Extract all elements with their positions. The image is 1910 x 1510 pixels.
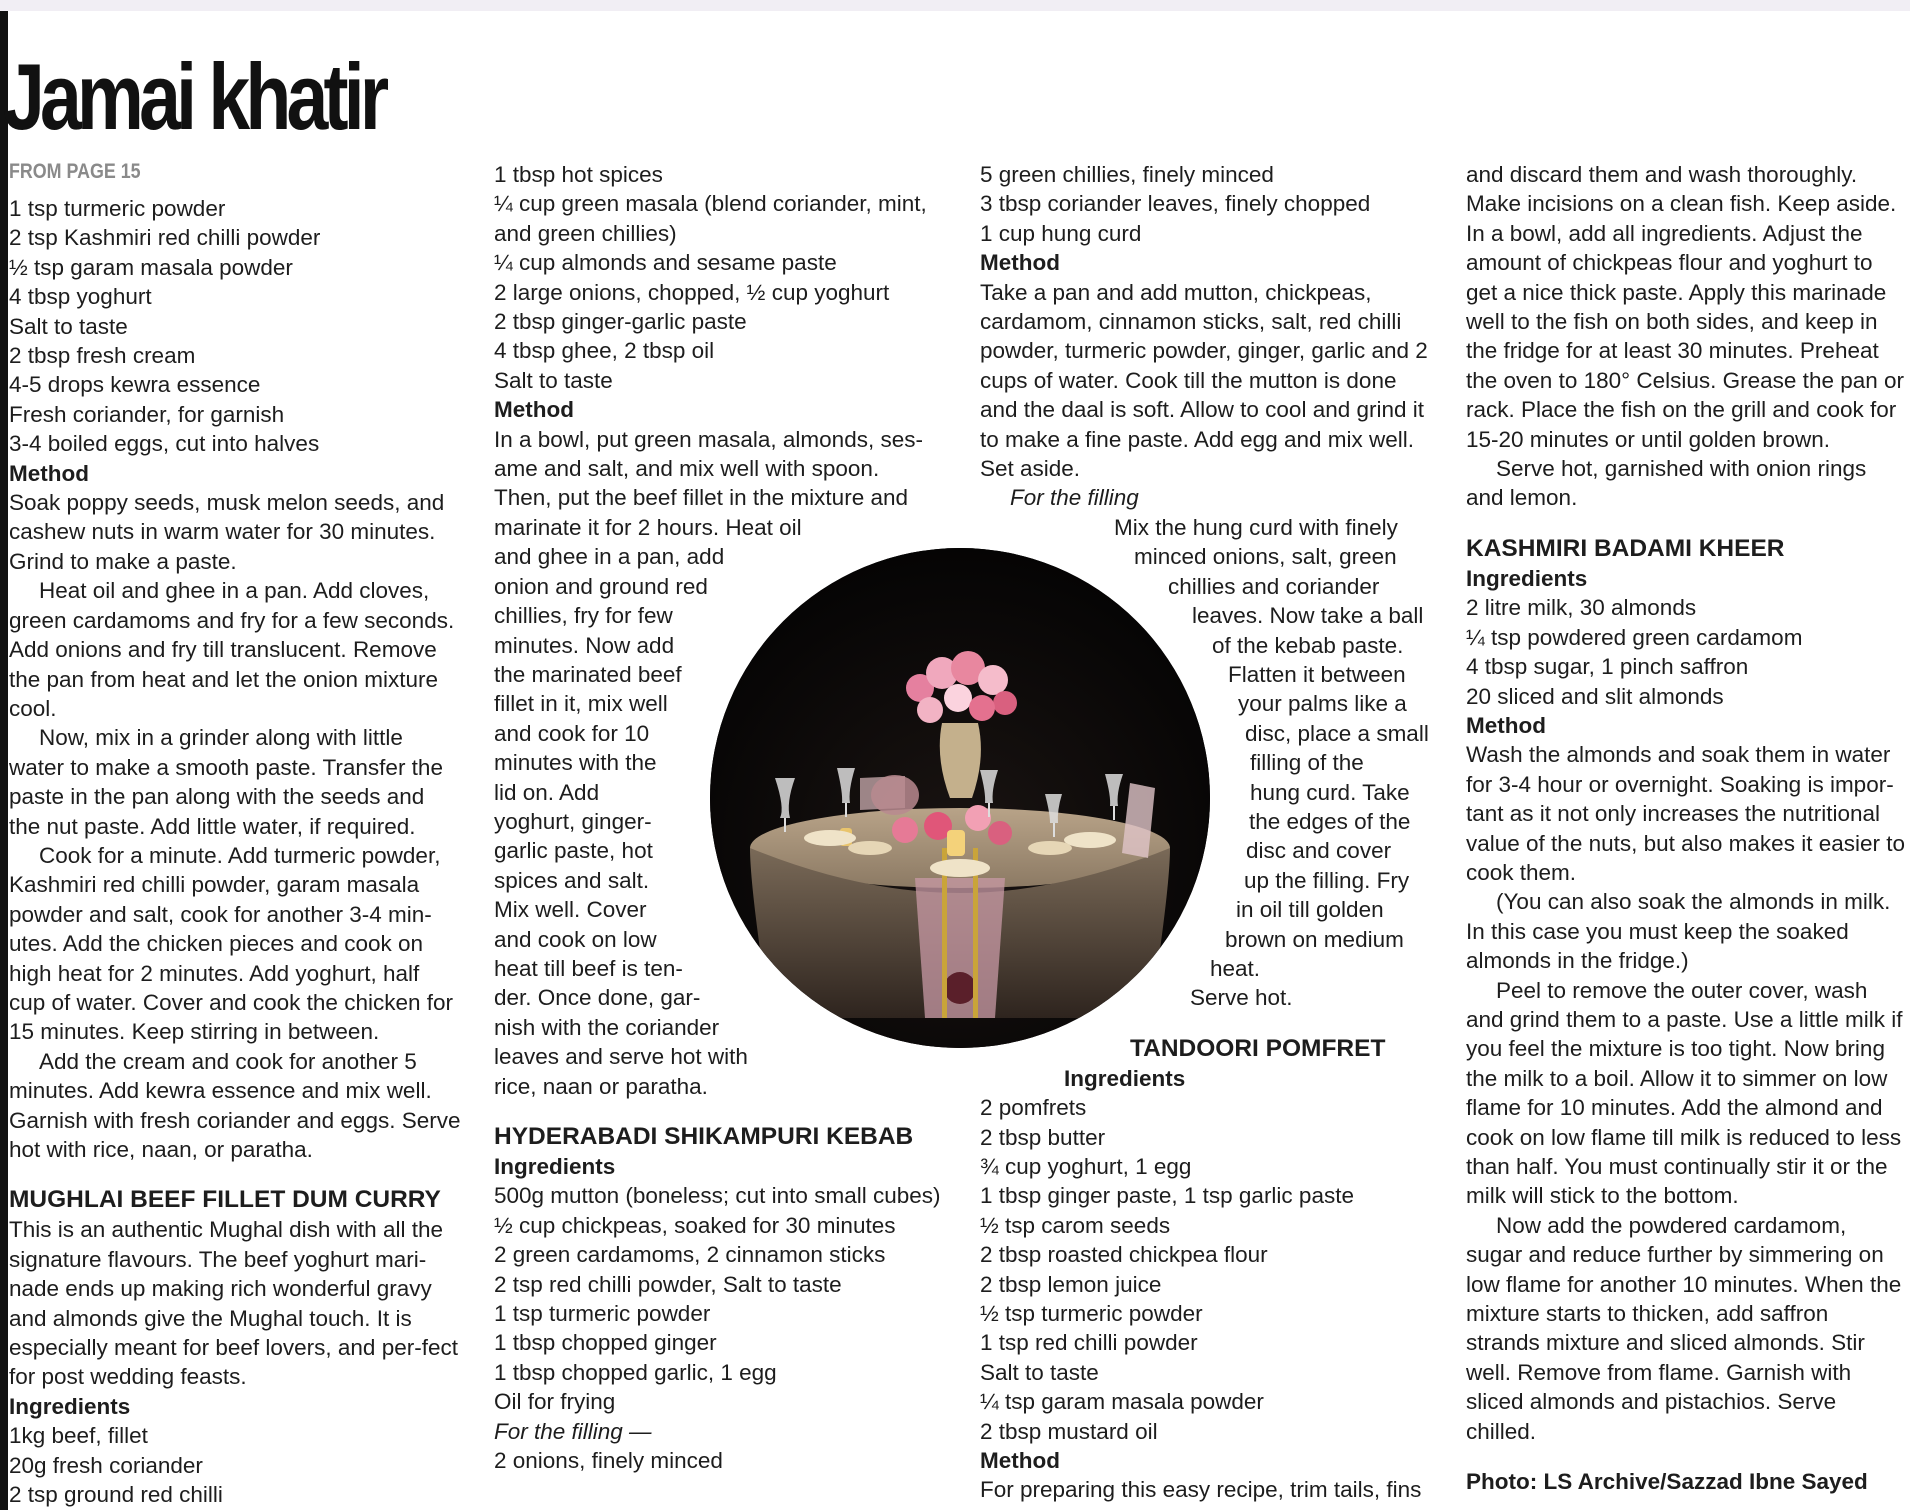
ingredient-line: Oil for frying (494, 1389, 616, 1415)
ingredient-line: 4 tbsp ghee, 2 tbsp oil (494, 338, 715, 364)
method-heading: Method (980, 250, 1060, 276)
method-line: Then, put the beef fillet in the mixture and (494, 485, 908, 511)
ingredient-line: 2 tsp red chilli powder, Salt to taste (494, 1271, 842, 1297)
ingredient-line: 1 tbsp chopped garlic, 1 egg (494, 1359, 777, 1385)
method-line: and cook on low (494, 926, 657, 952)
ingredient-line: 2 tbsp roasted chickpea flour (980, 1242, 1268, 1268)
ingredient-line: ¼ cup almonds and sesame paste (494, 250, 837, 276)
ingredient-line: ½ cup chickpeas, soaked for 30 minutes (494, 1212, 896, 1238)
ingredient-line: 2 tbsp ginger-garlic paste (494, 309, 747, 335)
ingredient-line: 1 tbsp hot spices (494, 162, 663, 187)
column-4 (1466, 160, 1906, 1496)
method-line: and cook for 10 (494, 720, 650, 746)
method-heading: Method (494, 397, 574, 423)
ingredient-line: 2 tbsp mustard oil (980, 1418, 1158, 1444)
method-line: heat till beef is ten- (494, 955, 683, 981)
ingredient-line: 20 sliced and slit almonds (1466, 683, 1724, 709)
ingredient-line: 2 onions, finely minced (494, 1448, 723, 1474)
method-heading: Method (9, 460, 89, 486)
recipe-title-mughlai-beef: MUGHLAI BEEF FILLET DUM CURRY (9, 1186, 441, 1214)
ingredient-line: 1kg beef, fillet (9, 1423, 148, 1449)
ingredient-line: 3-4 boiled eggs, cut into halves (9, 431, 320, 457)
recipe-intro: This is an authentic Mughal dish with all the signature flavours. The beef yoghurt mari-nade ends up making rich wonderful gravy and almonds give the Mughal touch. It is especially meant for beef lovers, and per-fect for post wedding feasts. (9, 1217, 458, 1390)
ingredient-line: 2 green cardamoms, 2 cinnamon sticks (494, 1242, 886, 1268)
method-line: rice, naan or paratha. (494, 1073, 708, 1099)
filling-label: For the filling — (494, 1418, 652, 1444)
filling-line: minced onions, salt, green (1134, 544, 1397, 570)
method-line: nish with the coriander (494, 1014, 720, 1040)
method-paragraph: Now add the powdered cardamom, sugar and reduce further by simmering on low flame for another 10 minutes. When the mixture starts to thicken, add saffron strands mixture and sliced almonds. Stir well. Remove from flame. Garnish with sliced almonds and pistachios. Serve chilled. (1466, 1212, 1902, 1444)
ingredient-line: ½ tsp turmeric powder (980, 1301, 1203, 1327)
method-heading: Method (980, 1448, 1060, 1474)
ingredient-line: ¼ cup green masala (blend coriander, mint, and green chillies) (494, 191, 927, 246)
dining-table-photo (710, 548, 1210, 1048)
ingredient-line: 4 tbsp sugar, 1 pinch saffron (1466, 654, 1749, 680)
ingredient-line: ¾ cup yoghurt, 1 egg (980, 1154, 1192, 1179)
ingredients-heading: Ingredients (494, 1154, 616, 1179)
method-line: fillet in it, mix well (494, 691, 668, 717)
ingredient-line: 500g mutton (boneless; cut into small cubes) (494, 1183, 941, 1209)
recipe-title-tandoori-pomfret: TANDOORI POMFRET (1130, 1034, 1386, 1062)
ingredient-line: 2 tsp Kashmiri red chilli powder (9, 225, 321, 251)
ingredient-line: ¼ tsp powdered green cardamom (1466, 624, 1803, 650)
left-page-edge (0, 11, 8, 1510)
method-line: In a bowl, put green masala, almonds, ses- (494, 426, 923, 452)
method-line: onion and ground red (494, 573, 708, 599)
filling-line: the edges of the (1249, 808, 1411, 834)
top-border (0, 0, 1910, 11)
recipe-title-badami-kheer: KASHMIRI BADAMI KHEER (1466, 534, 1785, 562)
filling-line: of the kebab paste. (1212, 632, 1404, 658)
method-line: minutes with the (494, 750, 657, 776)
method-line: lid on. Add (494, 779, 600, 805)
ingredient-line: ½ tsp garam masala powder (9, 254, 293, 280)
method-line: garlic paste, hot (494, 838, 653, 864)
method-line: yoghurt, ginger- (494, 808, 652, 834)
from-page-label: FROM PAGE 15 (9, 160, 141, 183)
method-paragraph: Heat oil and ghee in a pan. Add cloves, green cardamoms and fry for a few seconds. Add onions and fry till translucent. Remove the pan from heat and let the onion mixture cool. (9, 578, 455, 721)
filling-line: filling of the (1250, 750, 1364, 776)
filling-line: Flatten it between (1228, 661, 1406, 687)
method-paragraph: Wash the almonds and soak them in water for 3-4 hour or overnight. Soaking is impor-tant as it not only increases the nutritional value of the nuts, but also makes it easier to cook them. (1466, 742, 1905, 885)
filling-line: disc and cover (1246, 838, 1392, 864)
ingredient-line: Salt to taste (980, 1359, 1099, 1385)
method-line: minutes. Now add (494, 632, 675, 658)
method-line: and ghee in a pan, add (494, 544, 725, 570)
page-title: Jamai khatir (3, 44, 385, 149)
ingredient-line: 1 tsp turmeric powder (494, 1301, 711, 1327)
filling-line: Mix the hung curd with finely (1114, 514, 1398, 540)
ingredient-line: 2 litre milk, 30 almonds (1466, 595, 1697, 621)
ingredient-line: 2 pomfrets (980, 1095, 1087, 1121)
ingredient-line: Fresh coriander, for garnish (9, 401, 285, 427)
method-line: ame and salt, and mix well with spoon. (494, 456, 880, 482)
ingredient-line: Salt to taste (9, 313, 128, 339)
method-line: the marinated beef (494, 661, 682, 687)
ingredient-line: 2 tbsp lemon juice (980, 1271, 1162, 1297)
method-paragraph: For preparing this easy recipe, trim tails, fins (980, 1477, 1422, 1503)
method-paragraph: Peel to remove the outer cover, wash and grind them to a paste. Use a little milk if you feel the mixture is too tight. Now bring the milk to a boil. Allow it to simmer on low flame for 10 minutes. Add the almond and cook on low flame till milk is reduced to less than half. You must continually stir it or the milk will stick to the bottom. (1466, 977, 1903, 1209)
method-paragraph: Soak poppy seeds, musk melon seeds, and cashew nuts in warm water for 30 minutes. Grind to make a paste. (9, 490, 445, 574)
ingredient-line: 1 cup hung curd (980, 220, 1142, 246)
method-paragraph: Cook for a minute. Add turmeric powder, Kashmiri red chilli powder, garam masala powder and salt, cook for another 3-4 min-utes. Add the chicken pieces and cook on high heat for 2 minutes. Add yoghurt, half cup of water. Cover and cook the chicken for 15 minutes. Keep stirring in between. (9, 842, 453, 1045)
dining-table-illustration (710, 548, 1210, 1048)
ingredient-line: ¼ tsp garam masala powder (980, 1389, 1264, 1415)
method-heading: Method (1466, 712, 1546, 738)
ingredients-heading: Ingredients (1466, 565, 1588, 591)
filling-line: up the filling. Fry (1244, 867, 1410, 893)
method-paragraph: Add the cream and cook for another 5 minutes. Add kewra essence and mix well. Garnish with fresh coriander and eggs. Serve hot with rice, naan, or paratha. (9, 1048, 461, 1162)
ingredient-list (9, 194, 461, 459)
ingredient-line: 5 green chillies, finely minced (980, 162, 1274, 187)
filling-line: in oil till golden (1236, 897, 1384, 923)
ingredient-line: 1 tbsp chopped ginger (494, 1330, 717, 1356)
photo-credit: Photo: LS Archive/Sazzad Ibne Sayed (1466, 1469, 1868, 1495)
ingredient-line: 2 tsp ground red chilli (9, 1482, 223, 1508)
column-1 (9, 194, 461, 1509)
method-paragraph: Now, mix in a grinder along with little water to make a smooth paste. Transfer the paste in the pan along with the seeds and the nut paste. Add little water, if required. (9, 725, 443, 839)
ingredient-line: 4-5 drops kewra essence (9, 372, 261, 398)
method-line: spices and salt. (494, 867, 650, 893)
method-line: der. Once done, gar- (494, 985, 701, 1011)
ingredient-line: Salt to taste (494, 367, 613, 393)
ingredient-line: 4 tbsp yoghurt (9, 284, 152, 310)
filling-line: disc, place a small (1245, 720, 1429, 746)
ingredient-line: 20g fresh coriander (9, 1452, 203, 1478)
method-line: marinate it for 2 hours. Heat oil (494, 514, 802, 540)
method-line: chillies, fry for few (494, 603, 673, 629)
ingredient-line: 2 large onions, chopped, ½ cup yoghurt (494, 279, 890, 305)
filling-line: hung curd. Take (1250, 779, 1410, 805)
method-line: leaves and serve hot with (494, 1044, 748, 1070)
ingredients-heading: Ingredients (1064, 1065, 1186, 1091)
recipe-title-shikampuri-kebab: HYDERABADI SHIKAMPURI KEBAB (494, 1123, 914, 1150)
filling-line: chillies and coriander (1168, 573, 1380, 599)
ingredient-line: ½ tsp carom seeds (980, 1212, 1171, 1238)
method-paragraph: Serve hot, garnished with onion rings and lemon. (1466, 456, 1867, 511)
filling-line: leaves. Now take a ball (1192, 603, 1424, 629)
filling-line: Serve hot. (1190, 985, 1293, 1011)
ingredient-line: 1 tbsp ginger paste, 1 tsp garlic paste (980, 1183, 1354, 1209)
filling-line: your palms like a (1238, 691, 1407, 717)
ingredient-line: 2 tbsp fresh cream (9, 343, 196, 369)
ingredient-line: 2 tbsp butter (980, 1124, 1106, 1150)
method-paragraph: (You can also soak the almonds in milk. In this case you must keep the soaked almonds in the fridge.) (1466, 889, 1891, 974)
ingredients-heading: Ingredients (9, 1393, 131, 1419)
filling-line: brown on medium (1225, 926, 1404, 952)
ingredient-line: 3 tbsp coriander leaves, finely chopped (980, 191, 1371, 217)
ingredient-line: 1 tsp red chilli powder (980, 1330, 1198, 1356)
ingredient-line: 1 tsp turmeric powder (9, 196, 226, 221)
method-line: Mix well. Cover (494, 897, 647, 923)
method-paragraph: Take a pan and add mutton, chickpeas, cardamom, cinnamon sticks, salt, red chilli powder, turmeric powder, ginger, garlic and 2 cups of water. Cook till the mutton is done and the daal is soft. Allow to cool and grind it to make a fine paste. Add egg and mix well. Set aside. (980, 279, 1428, 482)
filling-line: heat. (1210, 955, 1261, 981)
filling-label: For the filling (1010, 485, 1139, 511)
method-paragraph: and discard them and wash thoroughly. Make incisions on a clean fish. Keep aside. In a bowl, add all ingredients. Adjust the amount of chickpeas flour and yoghurt to get a nice thick paste. Apply this marinade well to the fish on both sides, and keep in the fridge for at least 30 minutes. Preheat the oven to 180° Celsius. Grease the pan or rack. Place the fish on the grill and cook for 15-20 minutes or until golden brown. (1466, 162, 1905, 452)
